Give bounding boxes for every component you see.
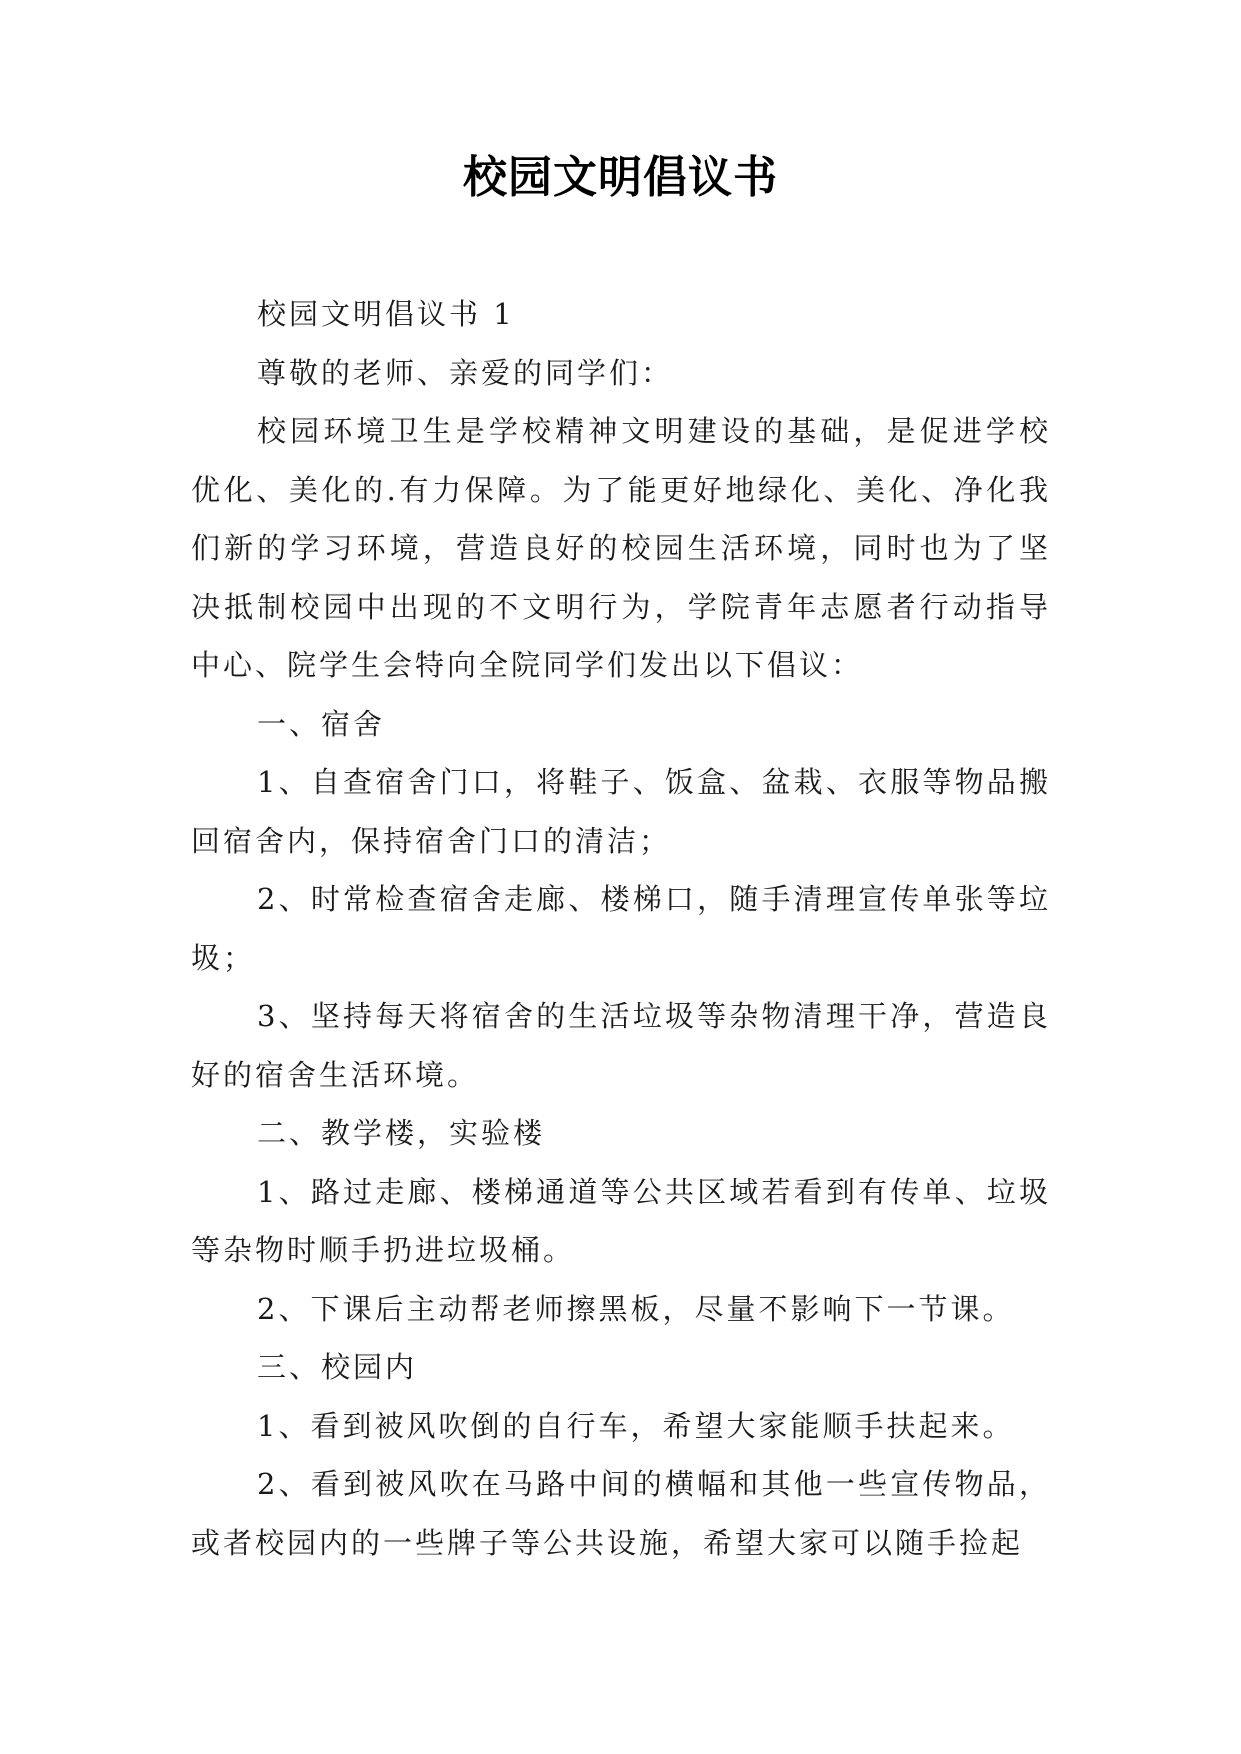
paragraph-intro: 校园环境卫生是学校精神文明建设的基础，是促进学校优化、美化的.有力保障。为了能更好地绿化、美化、净化我们新的学习环境，营造良好的校园生活环境，同时也为了坚决抵制校园中出现的不文明行为，学院青年志愿者行动指导中心、院学生会特向全院同学们发出以下倡议：	[191, 414, 1051, 682]
paragraph-salutation: 尊敬的老师、亲爱的同学们：	[257, 355, 674, 390]
document-body	[191, 285, 1051, 1572]
section-heading-dormitory: 一、宿舍	[257, 706, 386, 741]
paragraph-dormitory-1: 1、自查宿舍门口，将鞋子、饭盒、盆栽、衣服等物品搬回宿舍内，保持宿舍门口的清洁；	[191, 765, 1051, 858]
paragraph-teaching-2: 2、下课后主动帮老师擦黑板，尽量不影响下一节课。	[257, 1291, 1015, 1326]
paragraph-campus-2: 2、看到被风吹在马路中间的横幅和其他一些宣传物品，或者校园内的一些牌子等公共设施，希望大家可以随手捡起	[191, 1467, 1051, 1560]
paragraph-teaching-1: 1、路过走廊、楼梯通道等公共区域若看到有传单、垃圾等杂物时顺手扔进垃圾桶。	[191, 1174, 1051, 1267]
paragraph-dormitory-2: 2、时常检查宿舍走廊、楼梯口，随手清理宣传单张等垃圾；	[191, 882, 1051, 975]
section-heading-campus: 三、校园内	[257, 1350, 418, 1384]
paragraph-campus-1: 1、看到被风吹倒的自行车，希望大家能顺手扶起来。	[257, 1408, 1015, 1443]
paragraph-dormitory-3: 3、坚持每天将宿舍的生活垃圾等杂物清理干净，营造良好的宿舍生活环境。	[191, 999, 1051, 1092]
paragraph-heading-1: 校园文明倡议书 1	[257, 297, 515, 331]
section-heading-teaching-building: 二、教学楼，实验楼	[257, 1116, 546, 1150]
document-title: 校园文明倡议书	[463, 152, 778, 203]
